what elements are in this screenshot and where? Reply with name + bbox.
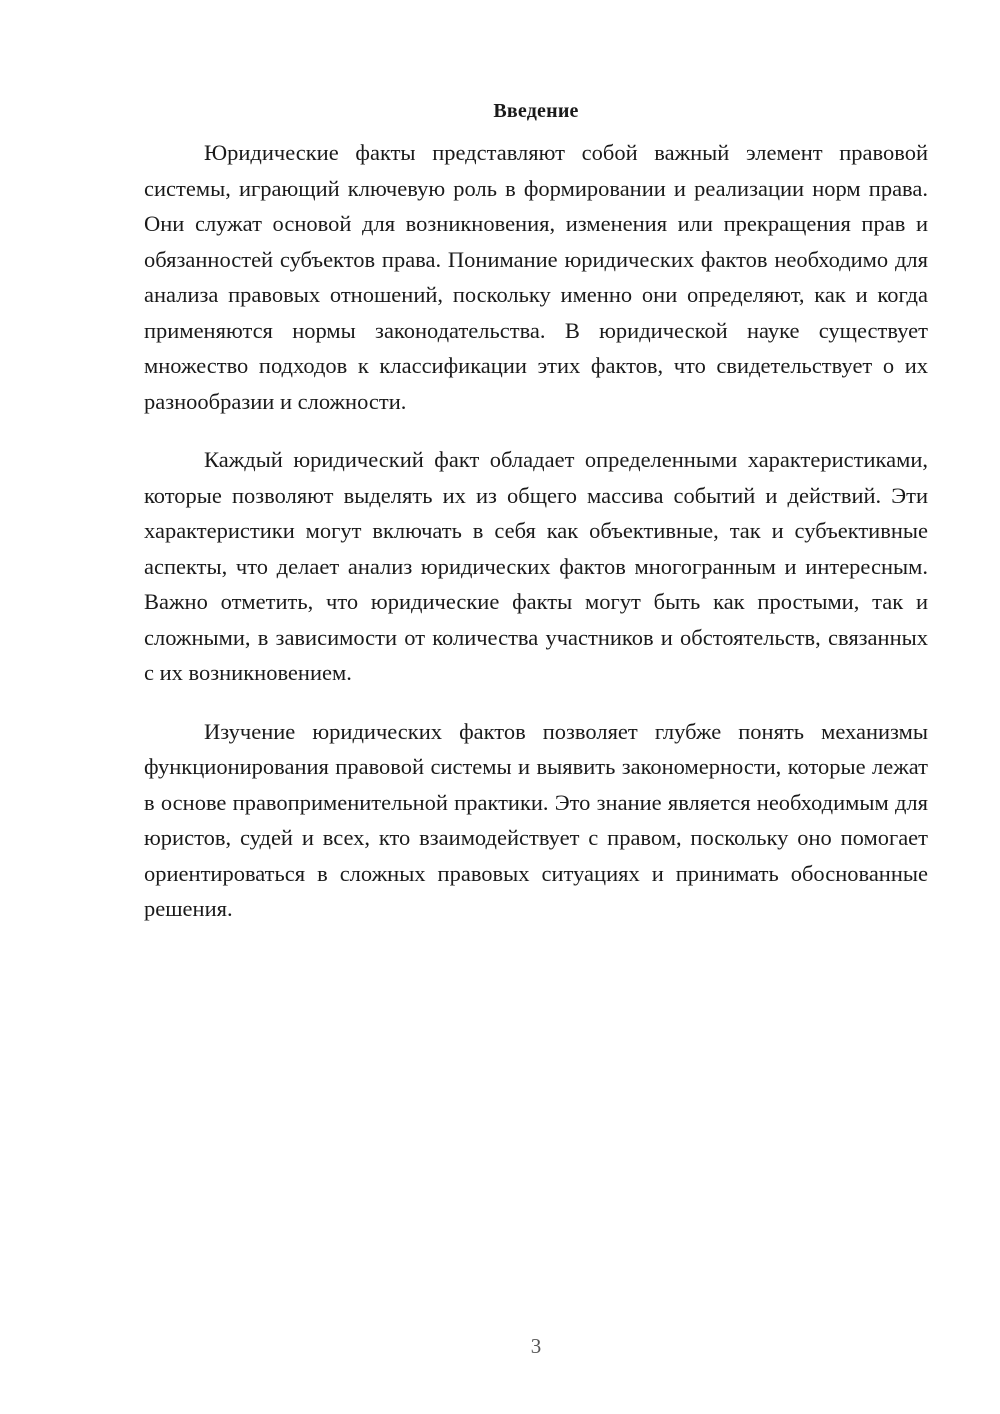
page-number: 3 [530,1334,542,1358]
paragraph-2: Каждый юридический факт обладает определенными характеристиками, которые позволяют выделять их из общего массива событий и действий. Эти характеристики могут включать в себя как объективные, так и субъективные аспекты, что делает анализ юридических фактов многогранным и интересным. Важно отметить, что юридические факты могут быть как простыми, так и сложными, в зависимости от количества участников и обстоятельств, связанных с их возникновением. [144,447,928,685]
section-heading: Введение [493,100,579,122]
page-content [144,97,928,950]
paragraph-1: Юридические факты представляют собой важный элемент правовой системы, играющий ключевую роль в формировании и реализации норм права. Они служат основой для возникновения, изменения или прекращения прав и обязанностей субъектов права. Понимание юридических фактов необходимо для анализа правовых отношений, поскольку именно они определяют, как и когда применяются нормы законодательства. В юридической науке существует множество подходов к классификации этих фактов, что свидетельствует о их разнообразии и сложности. [144,140,928,414]
paragraph-3: Изучение юридических фактов позволяет глубже понять механизмы функционирования правовой системы и выявить закономерности, которые лежат в основе правоприменительной практики. Это знание является необходимым для юристов, судей и всех, кто взаимодействует с правом, поскольку оно помогает ориентироваться в сложных правовых ситуациях и принимать обоснованные решения. [144,718,928,921]
